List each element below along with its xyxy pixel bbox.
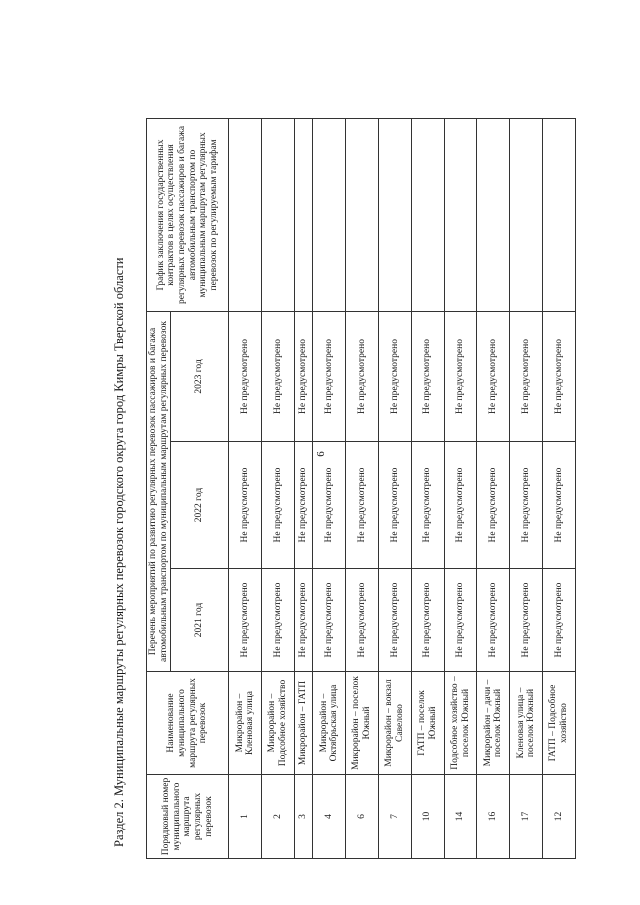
measures-2022: Не предусмотрено (262, 442, 295, 569)
measures-2021: Не предусмотрено (543, 569, 576, 672)
contract-schedule (510, 118, 543, 311)
route-number: 10 (411, 775, 444, 859)
header-ordinal: Порядковый номер муниципального маршрута регулярных перевозок (147, 775, 229, 859)
header-measures-group: Перечень мероприятий по развитию регулярных перевозок пассажиров и багажа автомобильным транспортом по муниципальным маршрутам регулярных перевозок (147, 311, 171, 671)
route-name: ГАТП – Подсобное хозяйство (543, 672, 576, 775)
contract-schedule (543, 118, 576, 311)
measures-2023: Не предусмотрено (229, 311, 262, 441)
measures-2021: Не предусмотрено (313, 569, 346, 672)
measures-2021: Не предусмотрено (346, 569, 379, 672)
contract-schedule (229, 118, 262, 311)
measures-2023: Не предусмотрено (444, 311, 477, 441)
route-name: Микрорайон – ГАТП (294, 672, 312, 775)
measures-2022: Не предусмотрено (294, 442, 312, 569)
header-year-2022: 2022 год (171, 442, 229, 569)
measures-2023: Не предусмотрено (543, 311, 576, 441)
route-number: 12 (543, 775, 576, 859)
contract-schedule (262, 118, 295, 311)
measures-2022: Не предусмотрено (477, 442, 510, 569)
route-name: Микрорайон – Октябрьская улица (313, 672, 346, 775)
measures-2022: Не предусмотрено (444, 442, 477, 569)
contract-schedule (313, 118, 346, 311)
route-number: 16 (477, 775, 510, 859)
measures-2022: Не предусмотрено (346, 442, 379, 569)
route-number: 3 (294, 775, 312, 859)
route-name: Микрорайон – Подсобное хозяйство (262, 672, 295, 775)
header-route-name: Наименование муниципального маршрута регулярных перевозок (147, 672, 229, 775)
route-name: Микрорайон – Кленовая улица (229, 672, 262, 775)
contract-schedule (444, 118, 477, 311)
route-name: Микрорайон – дачи – поселок Южный (477, 672, 510, 775)
measures-2022: Не предусмотрено (411, 442, 444, 569)
route-name: Микрорайон – вокзал Савелово (379, 672, 412, 775)
contract-schedule (346, 118, 379, 311)
measures-2022: Не предусмотрено (313, 442, 346, 569)
route-name: Микрорайон – поселок Южный (346, 672, 379, 775)
contract-schedule (411, 118, 444, 311)
page-number: 6 (314, 451, 327, 457)
contract-schedule (477, 118, 510, 311)
header-year-2023: 2023 год (171, 311, 229, 441)
measures-2021: Не предусмотрено (411, 569, 444, 672)
rotated-page-content (0, 105, 640, 905)
route-name: Кленовая улица – поселок Южный (510, 672, 543, 775)
route-number: 7 (379, 775, 412, 859)
measures-2021: Не предусмотрено (444, 569, 477, 672)
routes-table (146, 118, 576, 859)
route-number: 1 (229, 775, 262, 859)
route-name: ГАТП – поселок Южный (411, 672, 444, 775)
measures-2021: Не предусмотрено (510, 569, 543, 672)
measures-2022: Не предусмотрено (379, 442, 412, 569)
measures-2022: Не предусмотрено (510, 442, 543, 569)
measures-2023: Не предусмотрено (411, 311, 444, 441)
contract-schedule (294, 118, 312, 311)
contract-schedule (379, 118, 412, 311)
measures-2023: Не предусмотрено (510, 311, 543, 441)
measures-2023: Не предусмотрено (477, 311, 510, 441)
measures-2023: Не предусмотрено (294, 311, 312, 441)
route-name: Подсобное хозяйство – поселок Южный (444, 672, 477, 775)
measures-2023: Не предусмотрено (313, 311, 346, 441)
measures-2021: Не предусмотрено (379, 569, 412, 672)
measures-2021: Не предусмотрено (477, 569, 510, 672)
route-number: 6 (346, 775, 379, 859)
measures-2023: Не предусмотрено (346, 311, 379, 441)
route-number: 2 (262, 775, 295, 859)
measures-2023: Не предусмотрено (262, 311, 295, 441)
measures-2022: Не предусмотрено (229, 442, 262, 569)
route-number: 17 (510, 775, 543, 859)
section-title: Раздел 2. Муниципальные маршруты регулярных перевозок городского округа город Кимры Тверской области (112, 257, 126, 847)
measures-2021: Не предусмотрено (262, 569, 295, 672)
header-year-2021: 2021 год (171, 569, 229, 672)
measures-2021: Не предусмотрено (229, 569, 262, 672)
route-number: 4 (313, 775, 346, 859)
header-contract-schedule: График заключения государственных контрактов в целях осуществления регулярных перевозок пассажиров и багажа автомобильным транспортом по муниципальным маршрутам регулярных перевозок по регулируемым тарифам (147, 118, 229, 311)
measures-2021: Не предусмотрено (294, 569, 312, 672)
measures-2023: Не предусмотрено (379, 311, 412, 441)
measures-2022: Не предусмотрено (543, 442, 576, 569)
route-number: 14 (444, 775, 477, 859)
